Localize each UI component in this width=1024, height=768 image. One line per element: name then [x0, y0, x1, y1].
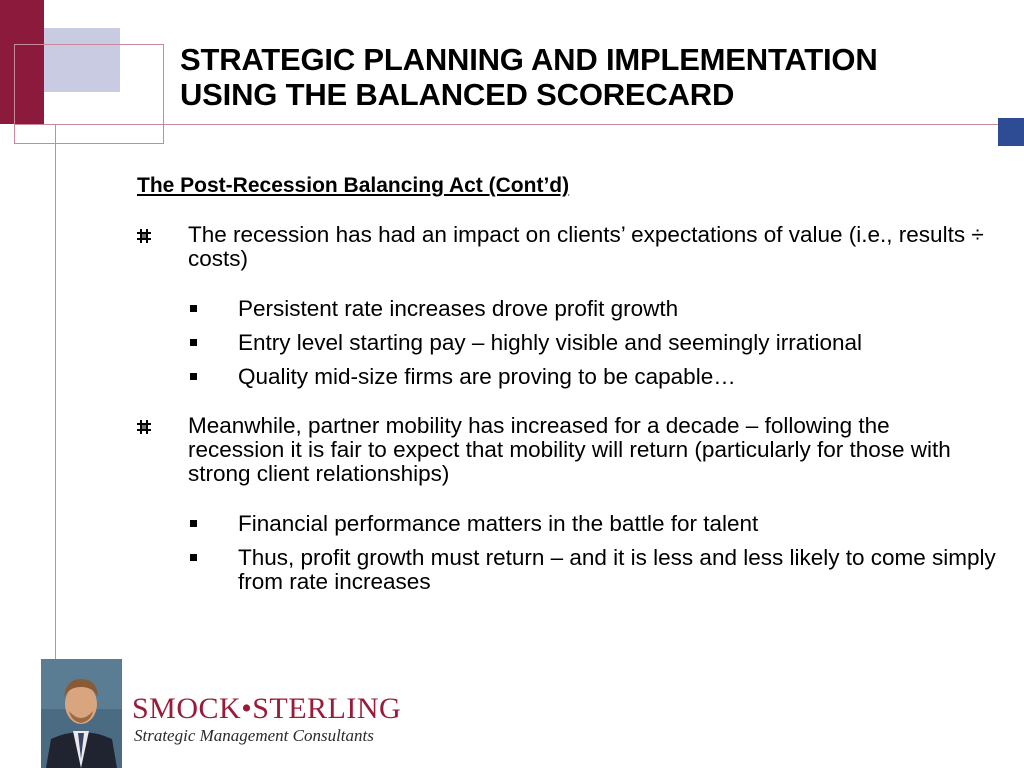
bullet-text: Meanwhile, partner mobility has increased for a decade – following the recession it is fair to expect that mobility will return (particularly for those with strong client relationships) — [188, 413, 951, 486]
presenter-portrait-icon — [41, 659, 122, 768]
blue-accent-block — [998, 118, 1024, 146]
square-bullet-icon — [190, 339, 197, 346]
square-bullet-icon — [190, 554, 197, 561]
sub-list-item — [238, 546, 998, 594]
square-bullet-icon — [190, 305, 197, 312]
logo-wordmark: SMOCK•STERLING — [132, 692, 402, 725]
outline-corner-box — [14, 44, 164, 144]
section-heading: The Post-Recession Balancing Act (Cont’d) — [137, 174, 570, 197]
sub-list-1 — [238, 297, 998, 389]
sub-item-text: Financial performance matters in the battle for talent — [238, 511, 759, 536]
hash-bullet-icon — [137, 420, 151, 434]
sub-list-item — [238, 365, 998, 389]
header-divider — [14, 124, 998, 125]
sub-item-text: Quality mid-size firms are proving to be capable… — [238, 364, 736, 389]
presenter-photo — [41, 659, 122, 768]
sub-item-text: Persistent rate increases drove profit growth — [238, 296, 679, 321]
square-bullet-icon — [190, 373, 197, 380]
sub-item-text: Entry level starting pay – highly visible and seemingly irrational — [238, 330, 863, 355]
bullet-text: The recession has had an impact on clients’ expectations of value (i.e., results ÷ costs) — [188, 222, 984, 271]
slide-title-line-1: STRATEGIC PLANNING AND IMPLEMENTATION — [180, 42, 878, 77]
hash-bullet-icon — [137, 229, 151, 243]
sub-list-item — [238, 512, 998, 536]
sub-list-item — [238, 331, 998, 355]
company-logo — [132, 692, 432, 752]
logo-tagline: Strategic Management Consultants — [134, 726, 374, 745]
sub-list-2 — [238, 512, 998, 594]
square-bullet-icon — [190, 520, 197, 527]
bullet-item-1 — [188, 223, 988, 271]
left-divider — [55, 124, 56, 660]
bullet-item-2 — [188, 414, 988, 486]
slide-title-line-2: USING THE BALANCED SCORECARD — [180, 77, 735, 112]
sub-item-text: Thus, profit growth must return – and it is less and less likely to come simply from rate increases — [238, 545, 996, 594]
slide-title — [180, 42, 878, 112]
sub-list-item — [238, 297, 998, 321]
